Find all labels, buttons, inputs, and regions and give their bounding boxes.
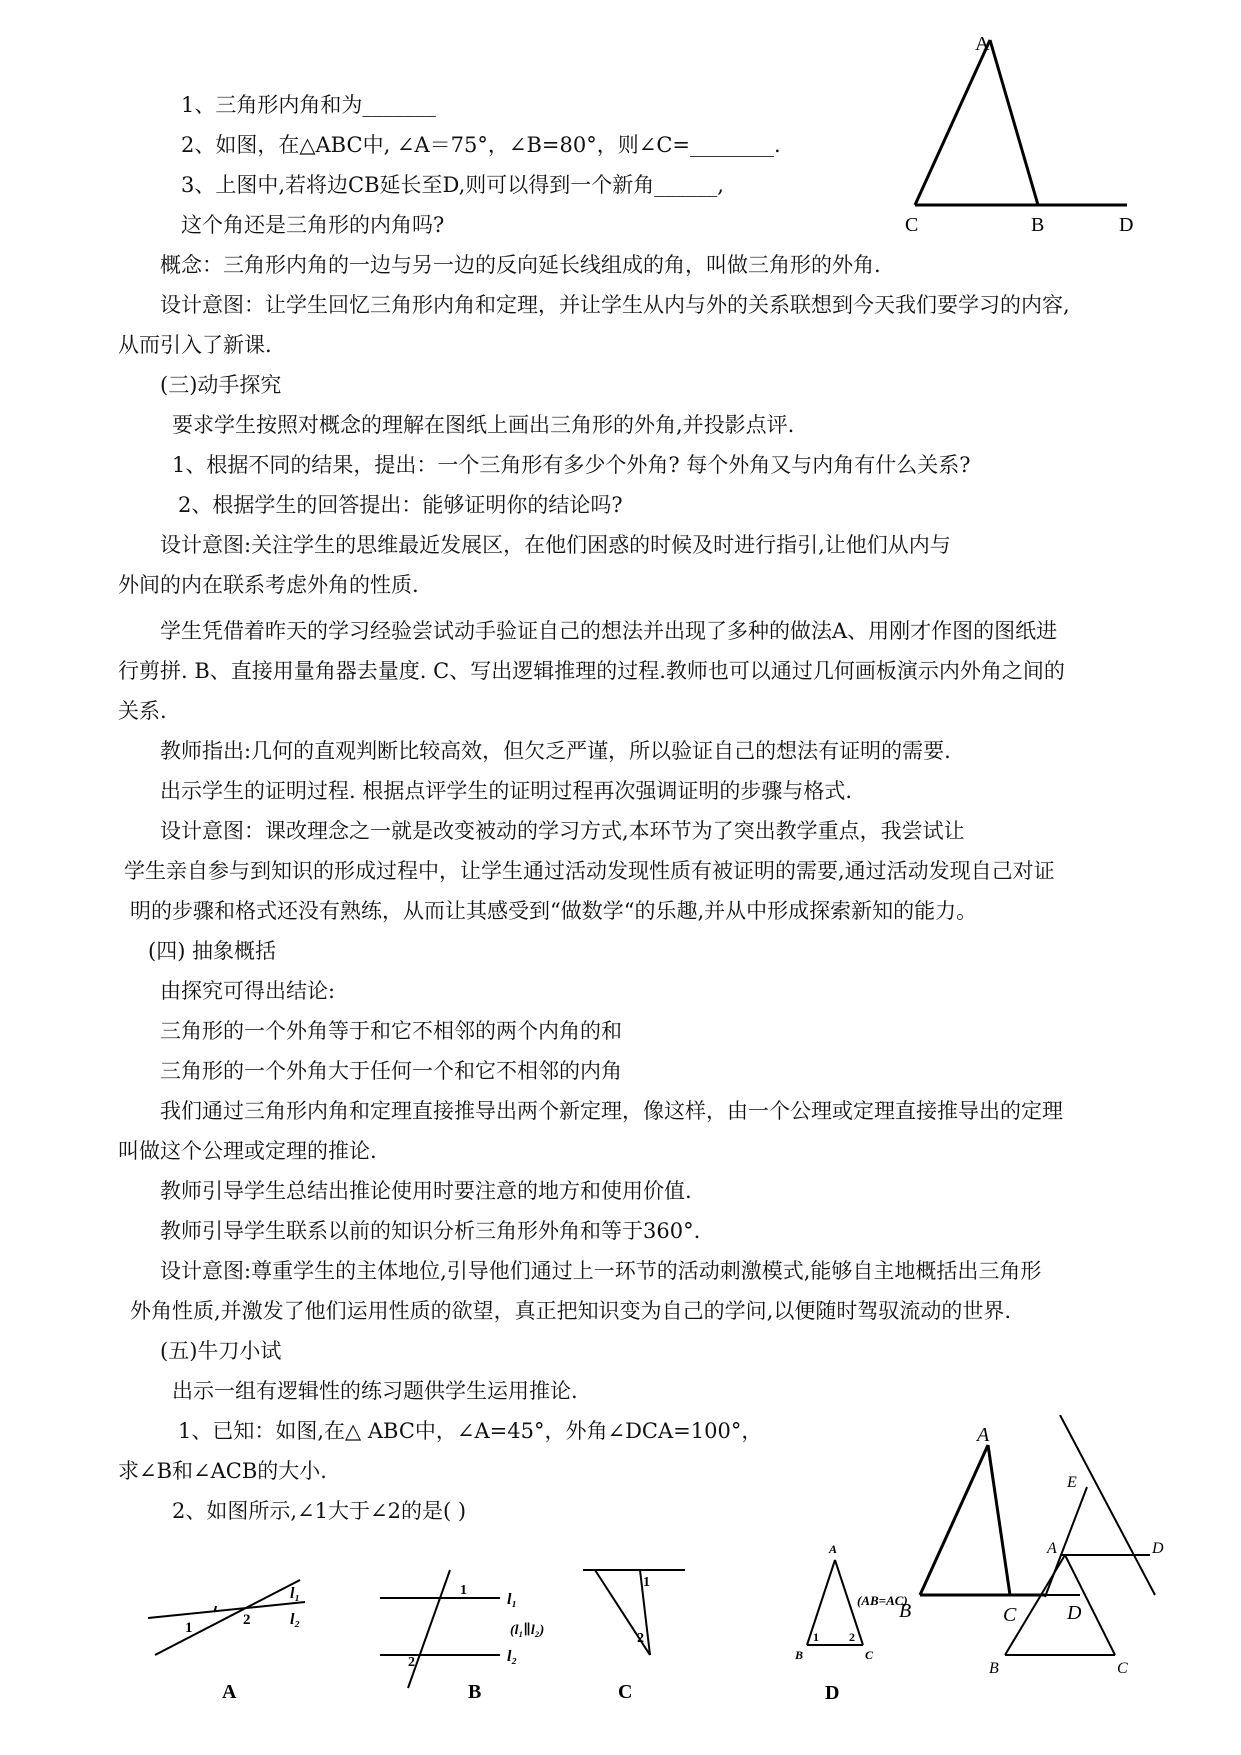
line-label-l1: l₁: [507, 1591, 518, 1608]
vertex-label-d-small: D: [1152, 1540, 1164, 1557]
design-intent-4-cont: 外角性质,并激发了他们运用性质的欲望，真正把知识变为自己的学问,以便随时驾驭流动的世界.: [130, 1299, 1012, 1323]
paragraph-student-cont: 行剪拼. B、直接用量角器去量度. C、写出逻辑推理的过程.教师也可以通过几何画板演示内外角之间的: [118, 659, 1065, 683]
theorem-1: 三角形的一个外角等于和它不相邻的两个内角的和: [160, 1019, 622, 1043]
line-label-l2: l₂: [290, 1611, 301, 1628]
paragraph-exterior-sum: 教师引导学生联系以前的知识分析三角形外角和等于360°.: [160, 1219, 701, 1243]
angle-label-1: 1: [185, 1620, 193, 1636]
exercise-1: 1、已知：如图,在△ ABC中，∠A=45°，外角∠DCA=100°，: [178, 1419, 763, 1443]
paragraph-student: 学生凭借着昨天的学习经验尝试动手验证自己的想法并出现了多种的做法A、用刚才作图的图纸进: [160, 619, 1058, 643]
paragraph-teacher-note: 教师指出:几何的直观判断比较高效，但欠乏严谨，所以验证自己的想法有证明的需要.: [160, 739, 951, 763]
option-caption-d: D: [825, 1682, 840, 1704]
paragraph-usage: 教师引导学生总结出推论使用时要注意的地方和使用价值.: [160, 1179, 692, 1203]
vertex-label-c-small: C: [1117, 1660, 1128, 1677]
line-label-l2: l₂: [507, 1648, 518, 1665]
angle-label-1: 1: [813, 1630, 819, 1644]
option-caption-b: B: [468, 1681, 482, 1703]
paragraph-conclusion-intro: 由探究可得出结论:: [160, 979, 336, 1003]
design-intent-2: 设计意图:关注学生的思维最近发展区，在他们困惑的时候及时进行指引,让他们从内与: [160, 533, 951, 557]
design-intent-3-cont: 学生亲自参与到知识的形成过程中，让学生通过活动发现性质有被证明的需要,通过活动发现自己对证: [124, 859, 1055, 883]
theorem-2: 三角形的一个外角大于任何一个和它不相邻的内角: [160, 1059, 622, 1083]
design-intent-1-cont: 从而引入了新课.: [118, 333, 272, 357]
vertex-label-a-small: A: [1047, 1540, 1057, 1557]
vertex-label-d-large: D: [1067, 1602, 1082, 1624]
paragraph-item-2: 2、根据学生的回答提出：能够证明你的结论吗?: [178, 493, 623, 517]
paragraph-requirement: 要求学生按照对概念的理解在图纸上画出三角形的外角,并投影点评.: [172, 413, 795, 437]
question-2: 2、如图，在△ABC中, ∠A＝75°，∠B=80°，则∠C=________.: [181, 133, 781, 157]
design-intent-1: 设计意图：让学生回忆三角形内角和定理，并让学生从内与外的关系联想到今天我们要学习的内容,: [160, 293, 1070, 317]
parallel-note: (l₁∥l₂): [510, 1623, 545, 1638]
triangle-figure-top: [895, 25, 1155, 245]
question-3-cont: 这个角还是三角形的内角吗?: [181, 213, 445, 237]
vertex-label-a: A: [975, 33, 990, 55]
option-figure-c: [580, 1560, 690, 1710]
exercise-2: 2、如图所示,∠1大于∠2的是( ): [172, 1499, 467, 1523]
paragraph-corollary: 我们通过三角形内角和定理直接推导出两个新定理，像这样，由一个公理或定理直接推导出的定理: [160, 1099, 1063, 1123]
design-intent-2-cont: 外间的内在联系考虑外角的性质.: [118, 573, 419, 597]
section-heading-4: (四) 抽象概括: [148, 939, 277, 963]
paragraph-item-1: 1、根据不同的结果，提出：一个三角形有多少个外角? 每个外角又与内角有什么关系?: [172, 453, 971, 477]
vertex-label-b-large: B: [899, 1600, 912, 1622]
angle-label-2: 2: [849, 1630, 855, 1644]
question-1: 1、三角形内角和为_______: [181, 93, 436, 117]
section-heading-3: (三)动手探究: [160, 373, 282, 397]
vertex-label-c-large: C: [1003, 1604, 1017, 1626]
design-intent-3-end: 明的步骤和格式还没有熟练，从而让其感受到“做数学“的乐趣,并从中形成探索新知的能力。: [130, 899, 978, 923]
design-intent-4: 设计意图:尊重学生的主体地位,引导他们通过上一环节的活动刺激模式,能够自主地概括出三角形: [160, 1259, 1042, 1283]
vertex-label-b: B: [1031, 214, 1045, 236]
option-caption-c: C: [618, 1681, 633, 1703]
vertex-label-c: C: [905, 214, 919, 236]
option-figure-a: [140, 1560, 330, 1710]
vertex-label-a: A: [829, 1542, 838, 1556]
concept-text: 概念：三角形内角的一边与另一边的反向延长线组成的角，叫做三角形的外角.: [160, 253, 881, 277]
paragraph-exercises: 出示一组有逻辑性的练习题供学生运用推论.: [172, 1379, 578, 1403]
paragraph-corollary-cont: 叫做这个公理或定理的推论.: [118, 1139, 377, 1163]
angle-label-2: 2: [637, 1631, 644, 1646]
paragraph-student-end: 关系.: [118, 699, 167, 723]
angle-label-1: 1: [643, 1575, 650, 1590]
option-figure-d: [785, 1535, 935, 1705]
angle-label-1: 1: [460, 1583, 467, 1598]
angle-label-2: 2: [243, 1612, 251, 1628]
line-label-l1: l₁: [290, 1585, 301, 1602]
vertex-label-b: B: [795, 1648, 804, 1662]
paragraph-proof: 出示学生的证明过程. 根据点评学生的证明过程再次强调证明的步骤与格式.: [160, 779, 853, 803]
triangle-figure-bottom: [895, 1415, 1185, 1680]
vertex-label-e: E: [1067, 1474, 1077, 1491]
design-intent-3: 设计意图：课改理念之一就是改变被动的学习方式,本环节为了突出教学重点，我尝试让: [160, 819, 965, 843]
section-heading-5: (五)牛刀小试: [160, 1339, 282, 1363]
exercise-1-cont: 求∠B和∠ACB的大小.: [118, 1459, 327, 1483]
vertex-label-d: D: [1119, 214, 1134, 236]
option-figure-b: [370, 1560, 590, 1710]
question-3: 3、上图中,若将边CB延长至D,则可以得到一个新角______,: [181, 173, 724, 197]
vertex-label-b-small: B: [989, 1660, 999, 1677]
vertex-label-a-large: A: [977, 1424, 990, 1446]
option-caption-a: A: [222, 1681, 237, 1703]
angle-label-2: 2: [408, 1655, 415, 1670]
isosceles-note: (AB=AC): [857, 1593, 908, 1608]
vertex-label-c: C: [865, 1648, 874, 1662]
